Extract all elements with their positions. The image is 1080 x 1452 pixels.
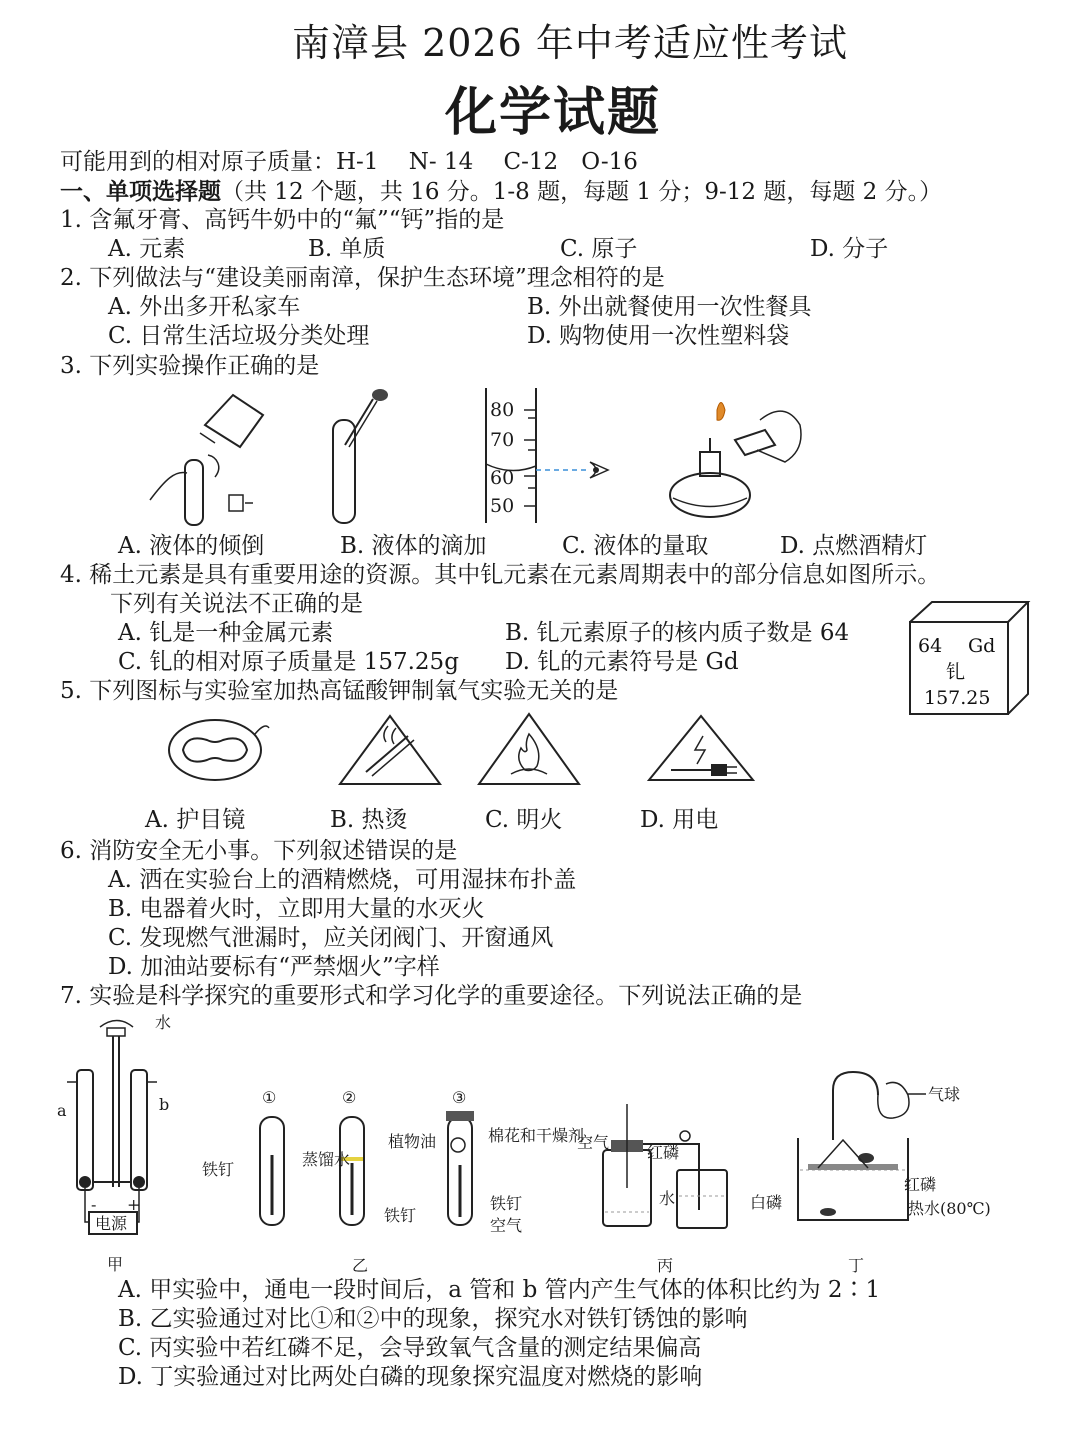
- element-cell-gadolinium: [908, 600, 1033, 718]
- element-atomic-mass: 157.25: [924, 687, 991, 709]
- water-label: 水: [659, 1189, 676, 1208]
- q5-option-c: C. 明火: [485, 807, 563, 833]
- q4-option-b: B. 钆元素原子的核内质子数是 64: [505, 620, 850, 646]
- q5-option-d: D. 用电: [640, 807, 719, 833]
- red-phosphorus-label-2: 红磷: [904, 1175, 937, 1194]
- atomic-masses: 可能用到的相对原子质量：H-1 N- 14 C-12 O-16: [60, 149, 638, 175]
- electrolysis-water-label: 水: [155, 1013, 172, 1032]
- hot-water-label: 热水(80℃): [908, 1199, 991, 1218]
- tube-2-number: ②: [342, 1088, 357, 1107]
- q4-stem-2: 下列有关说法不正确的是: [110, 591, 363, 617]
- tube-a-label: a: [57, 1101, 67, 1120]
- q3-stem: 3. 下列实验操作正确的是: [60, 353, 320, 379]
- q2-option-c: C. 日常生活垃圾分类处理: [108, 323, 370, 349]
- exam-title: 南漳县 2026 年中考适应性考试: [292, 21, 848, 65]
- q6-option-b: B. 电器着火时，立即用大量的水灭火: [108, 896, 485, 922]
- pouring-liquid-figure: [145, 385, 275, 530]
- power-minus-label: -: [91, 1195, 97, 1214]
- element-symbol: Gd: [968, 635, 996, 657]
- air-label-3: 空气: [490, 1216, 523, 1235]
- q3-option-b: B. 液体的滴加: [340, 533, 487, 559]
- q5-option-b: B. 热烫: [330, 807, 408, 833]
- cylinder-tick-60: 60: [490, 467, 515, 489]
- q7-option-d: D. 丁实验通过对比两处白磷的现象探究温度对燃烧的影响: [118, 1364, 703, 1390]
- section-title: 一、单项选择题: [60, 178, 221, 205]
- red-phosphorus-label: 红磷: [647, 1143, 680, 1162]
- subject-title: 化学试题: [445, 82, 662, 143]
- q2-option-a: A. 外出多开私家车: [108, 294, 301, 320]
- section-note: （共 12 个题，共 16 分。1-8 题，每题 1 分；9-12 题，每题 2 分。）: [221, 179, 943, 205]
- cotton-desiccant-label: 棉花和干燥剂: [488, 1126, 585, 1145]
- q1-option-a: A. 元素: [108, 236, 186, 262]
- q1-stem: 1. 含氟牙膏、高钙牛奶中的“氟”“钙”指的是: [60, 207, 505, 233]
- q4-option-c: C. 钆的相对原子质量是 157.25g: [118, 649, 459, 675]
- q2-stem: 2. 下列做法与“建设美丽南漳，保护生态环境”理念相符的是: [60, 265, 665, 291]
- graduated-cylinder-figure: [484, 388, 624, 528]
- tube-b-label: b: [159, 1095, 170, 1114]
- q4-option-d: D. 钆的元素符号是 Gd: [505, 649, 739, 675]
- caption-bing: 丙: [657, 1256, 674, 1275]
- q4-stem: 4. 稀土元素是具有重要用途的资源。其中钆元素在元素周期表中的部分信息如图所示。: [60, 562, 941, 588]
- vegetable-oil-label: 植物油: [388, 1132, 437, 1151]
- q7-option-a: A. 甲实验中，通电一段时间后，a 管和 b 管内产生气体的体积比约为 2∶1: [118, 1277, 881, 1303]
- q6-option-d: D. 加油站要标有“严禁烟火”字样: [108, 954, 440, 980]
- open-flame-icon: [475, 710, 583, 788]
- caption-jia: 甲: [107, 1255, 124, 1274]
- q3-option-a: A. 液体的倾倒: [118, 533, 265, 559]
- oxygen-measurement-figure: [575, 1100, 745, 1275]
- electrolysis-figure: [55, 1012, 175, 1274]
- q6-option-a: A. 洒在实验台上的酒精燃烧，可用湿抹布扑盖: [108, 867, 577, 893]
- q1-option-b: B. 单质: [308, 236, 386, 262]
- cylinder-tick-50: 50: [490, 495, 515, 517]
- distilled-water-label: 蒸馏水: [302, 1150, 351, 1169]
- nail-label-3: 铁钉: [490, 1194, 523, 1213]
- alcohol-lamp-figure: [665, 390, 815, 525]
- q2-option-b: B. 外出就餐使用一次性餐具: [527, 294, 812, 320]
- caption-ding: 丁: [848, 1256, 865, 1275]
- q6-option-c: C. 发现燃气泄漏时，应关闭阀门、开窗通风: [108, 925, 554, 951]
- q1-option-d: D. 分子: [810, 236, 889, 262]
- q7-option-b: B. 乙实验通过对比①和②中的现象，探究水对铁钉锈蚀的影响: [118, 1306, 748, 1332]
- electricity-icon: [645, 712, 757, 784]
- q6-stem: 6. 消防安全无小事。下列叙述错误的是: [60, 838, 458, 864]
- q5-stem: 5. 下列图标与实验室加热高锰酸钾制氧气实验无关的是: [60, 678, 619, 704]
- power-supply-label: 电源: [95, 1214, 128, 1233]
- q3-option-d: D. 点燃酒精灯: [780, 533, 928, 559]
- q7-option-c: C. 丙实验中若红磷不足，会导致氧气含量的测定结果偏高: [118, 1335, 702, 1361]
- rusting-tubes-figure: [200, 1085, 585, 1275]
- q4-option-a: A. 钆是一种金属元素: [118, 620, 334, 646]
- q7-stem: 7. 实验是科学探究的重要形式和学习化学的重要途径。下列说法正确的是: [60, 983, 803, 1009]
- combustion-conditions-figure: [748, 1060, 998, 1275]
- air-label: 空气: [577, 1133, 610, 1152]
- nail-label-2: 铁钉: [384, 1206, 417, 1225]
- dropper-figure: [325, 385, 395, 530]
- q5-option-a: A. 护目镜: [145, 807, 246, 833]
- q1-option-c: C. 原子: [560, 236, 638, 262]
- goggles-icon: [165, 712, 270, 784]
- tube-1-number: ①: [262, 1088, 277, 1107]
- element-name: 钆: [946, 661, 966, 683]
- power-plus-label: +: [127, 1195, 141, 1214]
- q2-option-d: D. 购物使用一次性塑料袋: [527, 323, 790, 349]
- cylinder-tick-70: 70: [490, 429, 515, 451]
- nail-label-1: 铁钉: [202, 1160, 235, 1179]
- white-phosphorus-label: 白磷: [750, 1193, 783, 1212]
- section-heading: [60, 177, 942, 207]
- caption-yi: 乙: [352, 1256, 369, 1275]
- balloon-label: 气球: [928, 1085, 961, 1104]
- element-atomic-number: 64: [918, 635, 943, 657]
- tube-3-number: ③: [452, 1088, 467, 1107]
- cylinder-tick-80: 80: [490, 399, 515, 421]
- hot-surface-icon: [336, 712, 444, 788]
- q3-option-c: C. 液体的量取: [562, 533, 709, 559]
